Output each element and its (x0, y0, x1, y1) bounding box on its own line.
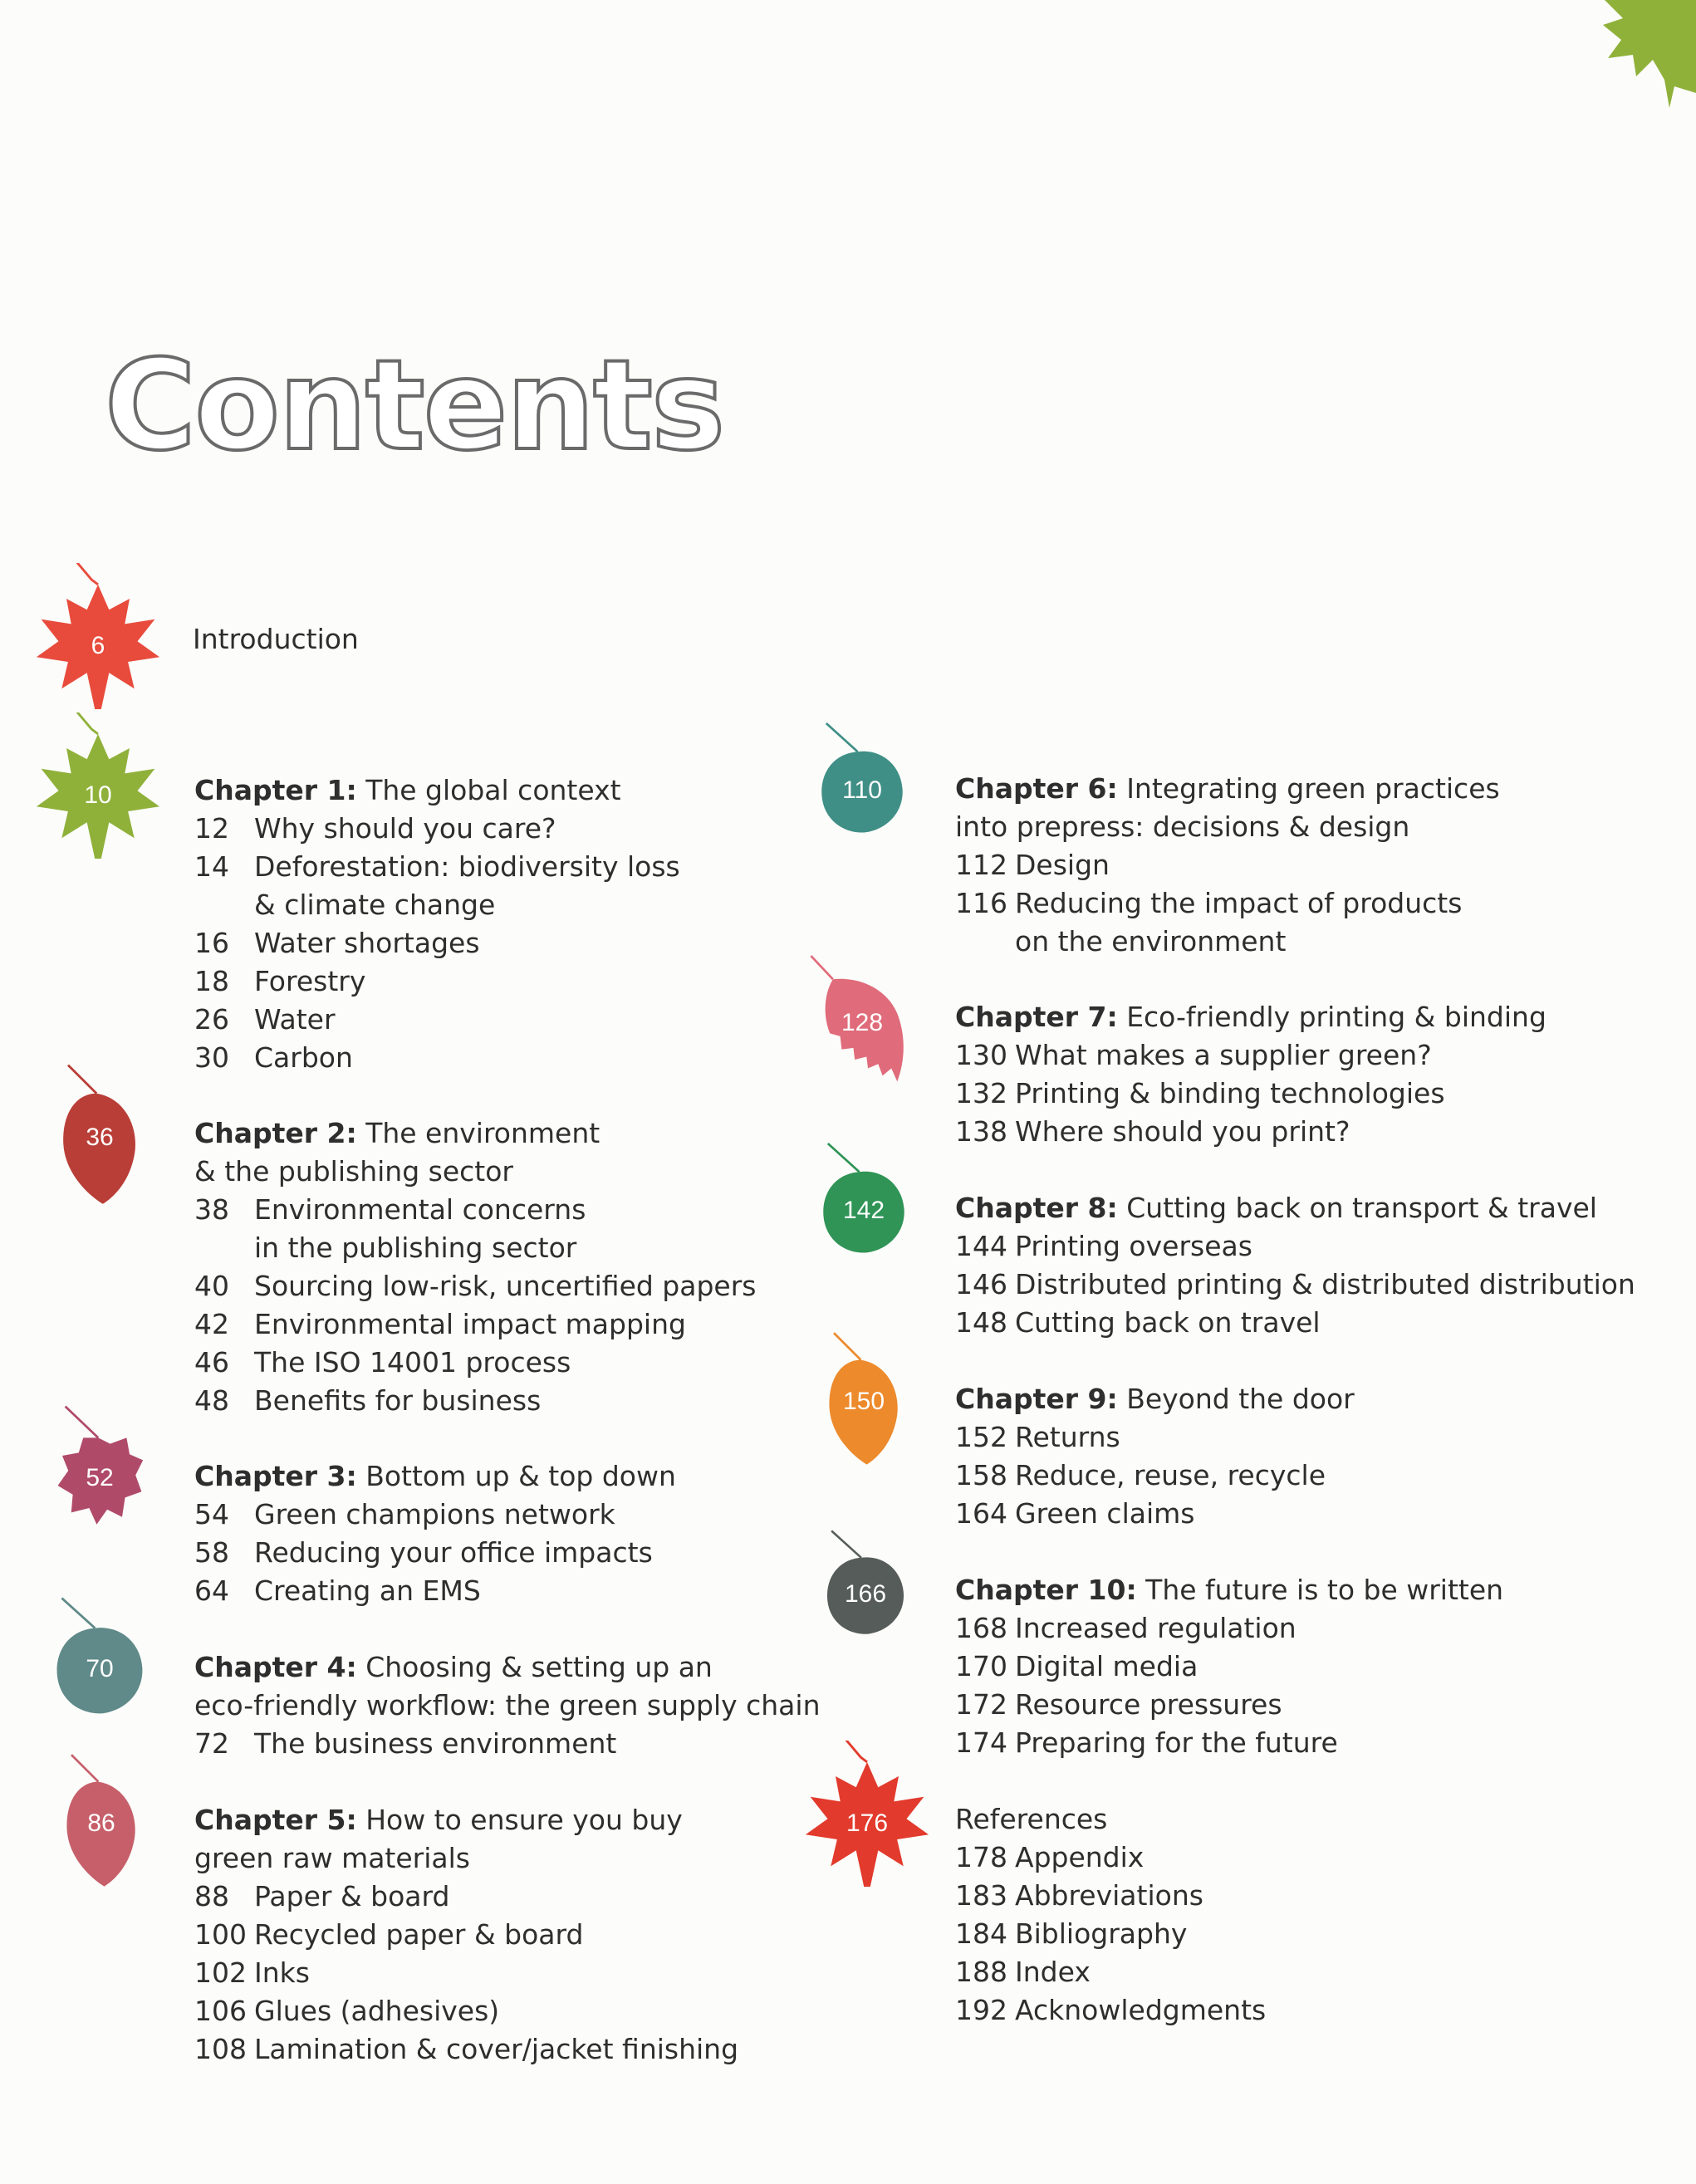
entry-page-number: 14 (194, 850, 229, 883)
entry-title: Preparing for the future (1015, 1726, 1338, 1759)
chapter-title: Choosing & setting up an (365, 1651, 713, 1683)
entry-page-number: 102 (194, 1956, 247, 1989)
toc-entry[interactable] (194, 1954, 942, 1992)
entry-title: Printing & binding technologies (1015, 1077, 1445, 1109)
entry-title: Increased regulation (1015, 1612, 1297, 1644)
chapter-label: Chapter 7: (955, 1001, 1118, 1033)
leaf-page-number: 10 (84, 781, 112, 809)
chapter-title: into prepress: decisions & design (955, 810, 1410, 843)
leaf-stem (68, 1065, 96, 1094)
toc-right-chapter-1 (955, 770, 1696, 961)
entry-page-number: 54 (194, 1498, 229, 1530)
toc-entry[interactable] (955, 1266, 1696, 1304)
chapter-title: eco-friendly workflow: the green supply chain (194, 1689, 821, 1721)
leaf-page-number: 142 (842, 1197, 885, 1224)
entry-page-number: 48 (194, 1384, 229, 1417)
chapter-label: Chapter 5: (194, 1804, 357, 1836)
toc-entry[interactable] (955, 1227, 1696, 1266)
leaf-stem (811, 956, 832, 979)
entry-page-number: 192 (955, 1994, 1007, 2026)
entry-page-number: 184 (955, 1917, 1007, 1950)
entry-title: Paper & board (254, 1880, 450, 1912)
entry-page-number: 46 (194, 1346, 229, 1378)
toc-left-chapter-5-leaf-badge (18, 1741, 184, 1907)
chapter-heading-continued[interactable] (194, 1687, 942, 1725)
entry-title: Water shortages (254, 927, 480, 959)
toc-left-chapter-4-leaf-badge (17, 1586, 183, 1752)
entry-title: Reduce, reuse, recycle (1015, 1459, 1326, 1491)
entry-title: Carbon (254, 1041, 353, 1074)
entry-page-number: 72 (194, 1727, 229, 1760)
toc-entry[interactable] (955, 1648, 1696, 1686)
entry-page-number: 158 (955, 1459, 1007, 1491)
entry-page-number: 88 (194, 1880, 229, 1912)
leaf-page-number: 86 (87, 1809, 115, 1837)
toc-introduction (193, 620, 940, 659)
entry-page-number: 132 (955, 1077, 1007, 1109)
entry-page-number: 146 (955, 1268, 1007, 1300)
leaf-stem (831, 1531, 861, 1558)
toc-entry[interactable] (955, 1724, 1696, 1762)
entry-title: Why should you care? (254, 812, 556, 845)
entry-page-number: 12 (194, 812, 229, 845)
entry-title: Digital media (1015, 1650, 1198, 1682)
toc-entry[interactable] (955, 846, 1696, 884)
toc-entry[interactable] (955, 1915, 1696, 1953)
chapter-heading[interactable] (955, 1571, 1696, 1609)
toc-left-chapter-1-leaf-badge (15, 712, 181, 879)
toc-right-chapter-6 (955, 1800, 1696, 2030)
entry-page-number: 100 (194, 1918, 247, 1951)
chapter-label: Chapter 10: (955, 1574, 1137, 1606)
chapter-heading[interactable] (955, 998, 1696, 1036)
entry-title: Glues (adhesives) (254, 1995, 500, 2027)
entry-page-number: 106 (194, 1995, 247, 2027)
toc-entry[interactable] (955, 1418, 1696, 1457)
toc-entry[interactable] (955, 884, 1696, 923)
chapter-label: Chapter 3: (194, 1460, 357, 1492)
toc-right-chapter-2 (955, 998, 1696, 1151)
corner-maple-leaf-icon (1571, 0, 1696, 116)
toc-entry[interactable] (955, 1304, 1696, 1342)
entry-page-number: 144 (955, 1230, 1007, 1262)
entry-page-number: 148 (955, 1306, 1007, 1339)
leaf-page-number: 6 (91, 632, 105, 659)
toc-right-chapter-4-leaf-badge (781, 1319, 947, 1485)
entry-title-continued: & climate change (254, 889, 496, 921)
toc-entry[interactable] (955, 1686, 1696, 1724)
leaf-stem (61, 1599, 95, 1628)
entry-title: Benefits for business (254, 1384, 542, 1417)
entry-page-number: 108 (194, 2033, 247, 2065)
chapter-label: Chapter 8: (955, 1192, 1118, 1224)
entry-title: Creating an EMS (254, 1574, 481, 1607)
leaf-stem (834, 1333, 860, 1359)
toc-entry[interactable] (955, 1457, 1696, 1495)
toc-entry[interactable] (955, 1075, 1696, 1113)
entry-page-number: 58 (194, 1536, 229, 1569)
leaf-stem (66, 1407, 99, 1438)
toc-introduction-leaf-badge (15, 563, 181, 729)
chapter-label: Chapter 9: (955, 1383, 1118, 1415)
entry-title: Cutting back on travel (1015, 1306, 1321, 1339)
leaf-page-number: 70 (86, 1655, 114, 1682)
leaf-page-number: 150 (842, 1388, 885, 1415)
entry-title: What makes a supplier green? (1015, 1039, 1432, 1071)
toc-right-chapter-4 (955, 1380, 1696, 1533)
chapter-title: Beyond the door (1126, 1383, 1355, 1415)
entry-title: Design (1015, 849, 1110, 881)
entry-title: Acknowledgments (1015, 1994, 1267, 2026)
toc-left-chapter-3-leaf-badge (17, 1395, 183, 1561)
chapter-title: Bottom up & top down (365, 1460, 676, 1492)
leaf-page-number: 128 (841, 1009, 884, 1036)
entry-page-number: 112 (955, 849, 1007, 881)
entry-page-number: 168 (955, 1612, 1007, 1644)
toc-entry[interactable] (194, 1992, 942, 2030)
toc-right-chapter-3 (955, 1189, 1696, 1342)
title-text: Contents (105, 334, 724, 478)
entry-page-number: 26 (194, 1003, 229, 1036)
entry-title: Appendix (1015, 1841, 1145, 1873)
toc-entry[interactable] (955, 1609, 1696, 1648)
chapter-title: The global context (365, 774, 621, 806)
entry-title: Returns (1015, 1421, 1120, 1453)
entry-title: Where should you print? (1015, 1115, 1350, 1148)
entry-title: Green champions network (254, 1498, 615, 1530)
leaf-page-number: 166 (844, 1580, 887, 1608)
entry-title: Forestry (254, 965, 366, 997)
entry-title: The business environment (254, 1727, 617, 1760)
leaf-stem (828, 1143, 860, 1172)
entry-title: Inks (254, 1956, 310, 1989)
entry-title: Distributed printing & distributed distribution (1015, 1268, 1635, 1300)
entry-title: Reducing the impact of products (1015, 887, 1463, 919)
entry-page-number: 64 (194, 1574, 229, 1607)
toc-right-chapter-6-leaf-badge (784, 1741, 950, 1907)
entry-page-number: 130 (955, 1039, 1007, 1071)
entry-title: Green claims (1015, 1497, 1195, 1530)
entry-title: Recycled paper & board (254, 1918, 584, 1951)
toc-entry[interactable] (955, 1991, 1696, 2030)
entry-page-number: 42 (194, 1308, 229, 1340)
toc-entry[interactable] (194, 2030, 942, 2069)
chapter-title: Integrating green practices (1126, 772, 1500, 805)
toc-entry[interactable] (955, 1877, 1696, 1915)
toc-left-chapter-2-leaf-badge (17, 1055, 183, 1221)
toc-right-chapter-5 (955, 1571, 1696, 1762)
toc-entry[interactable] (955, 1036, 1696, 1075)
entry-title: Environmental impact mapping (254, 1308, 686, 1340)
leaf-stem (836, 1741, 867, 1762)
entry-page-number: 178 (955, 1841, 1007, 1873)
chapter-title: How to ensure you buy (365, 1804, 683, 1836)
chapter-heading[interactable] (955, 1800, 1696, 1839)
entry-title: Resource pressures (1015, 1688, 1282, 1721)
entry-page-number: 152 (955, 1421, 1007, 1453)
entry-page-number: 40 (194, 1270, 229, 1302)
toc-right-chapter-5-leaf-badge (782, 1511, 948, 1677)
chapter-label: Chapter 1: (194, 774, 357, 806)
entry-page-number: 170 (955, 1650, 1007, 1682)
entry-page-number: 172 (955, 1688, 1007, 1721)
page-title (100, 324, 731, 482)
chapter-label: Chapter 2: (194, 1117, 357, 1149)
entry-title: Lamination & cover/jacket finishing (254, 2033, 739, 2065)
chapter-heading[interactable] (955, 1189, 1696, 1227)
entry-page-number: 183 (955, 1879, 1007, 1912)
entry-title: Index (1015, 1956, 1091, 1988)
chapter-label: Chapter 4: (194, 1651, 357, 1683)
entry-title: Deforestation: biodiversity loss (254, 850, 680, 883)
toc-entry[interactable] (955, 1495, 1696, 1533)
chapter-title: green raw materials (194, 1842, 470, 1874)
entry-title-continued: in the publishing sector (254, 1232, 577, 1264)
toc-entry[interactable] (955, 1113, 1696, 1151)
leaf-page-number: 52 (86, 1464, 114, 1491)
entry-page-number: 38 (194, 1193, 229, 1226)
entry-title: Bibliography (1015, 1917, 1188, 1950)
toc-right-chapter-2-leaf-badge (779, 940, 945, 1106)
toc-right-chapter-1-leaf-badge (779, 708, 945, 874)
chapter-title: & the publishing sector (194, 1155, 513, 1187)
entry-title: The ISO 14001 process (254, 1346, 571, 1378)
chapter-title: Introduction (193, 623, 359, 655)
leaf-page-number: 176 (846, 1809, 889, 1837)
entry-page-number: 18 (194, 965, 229, 997)
leaf-page-number: 36 (86, 1124, 114, 1151)
entry-page-number: 164 (955, 1497, 1007, 1530)
chapter-title: The environment (365, 1117, 600, 1149)
leaf-stem (66, 712, 98, 734)
entry-title: Sourcing low-risk, uncertified papers (254, 1270, 757, 1302)
chapter-title: Cutting back on transport & travel (1126, 1192, 1597, 1224)
chapter-heading-continued[interactable] (955, 808, 1696, 846)
entry-page-number: 174 (955, 1726, 1007, 1759)
leaf-stem (71, 1755, 98, 1781)
leaf-stem (826, 723, 858, 752)
chapter-heading[interactable] (955, 1380, 1696, 1418)
entry-title: Printing overseas (1015, 1230, 1252, 1262)
entry-page-number: 138 (955, 1115, 1007, 1148)
toc-entry[interactable] (955, 1953, 1696, 1991)
entry-title-continued: on the environment (1015, 925, 1287, 957)
chapter-heading[interactable] (193, 620, 940, 659)
chapter-label: Chapter 6: (955, 772, 1118, 805)
entry-page-number: 188 (955, 1956, 1007, 1988)
leaf-stem (66, 563, 98, 585)
leaf-page-number: 110 (842, 776, 882, 804)
chapter-title: The future is to be written (1145, 1574, 1504, 1606)
chapter-heading[interactable] (955, 770, 1696, 808)
toc-right-chapter-3-leaf-badge (781, 1128, 947, 1294)
entry-page-number: 116 (955, 887, 1007, 919)
entry-title: Reducing your office impacts (254, 1536, 653, 1569)
entry-title: Abbreviations (1015, 1879, 1203, 1912)
chapter-title: References (955, 1803, 1108, 1835)
chapter-title: Eco-friendly printing & binding (1126, 1001, 1546, 1033)
entry-title: Water (254, 1003, 336, 1036)
entry-title: Environmental concerns (254, 1193, 586, 1226)
toc-entry[interactable] (194, 1916, 942, 1954)
toc-entry[interactable] (955, 1839, 1696, 1877)
entry-page-number: 30 (194, 1041, 229, 1074)
entry-page-number: 16 (194, 927, 229, 959)
